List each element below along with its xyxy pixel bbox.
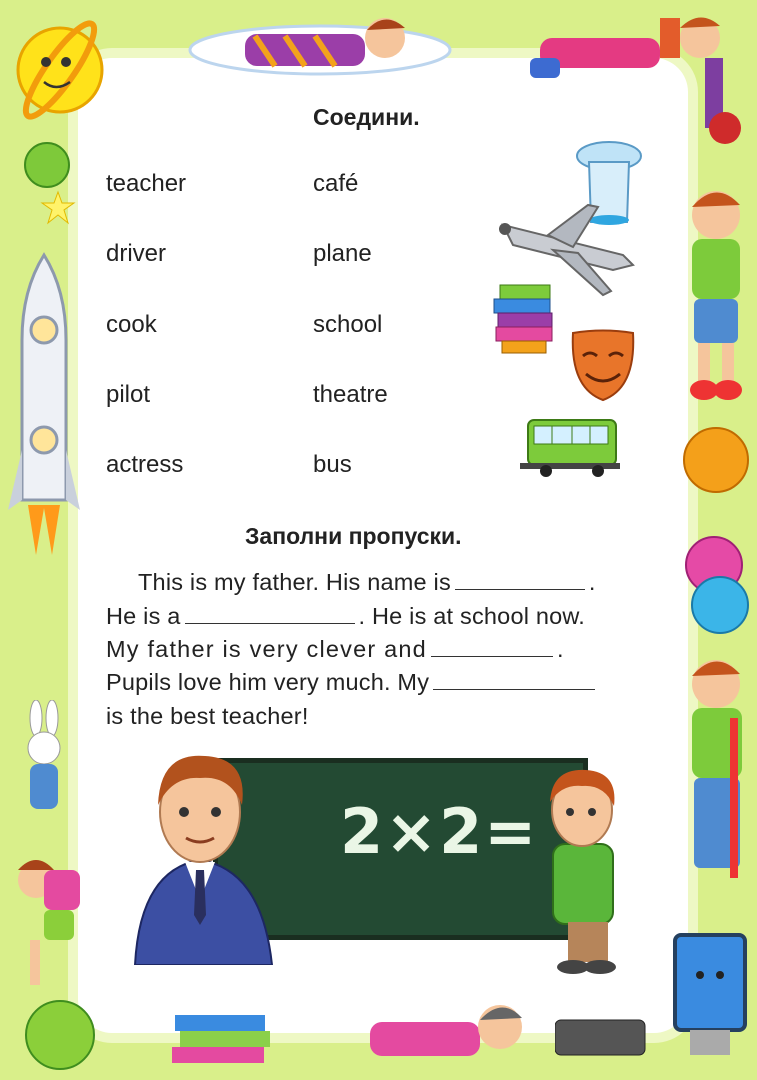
sentence-text: is the best teacher!	[106, 703, 309, 729]
sentence-text: . He is at school now.	[358, 603, 586, 629]
blank-line[interactable]	[185, 605, 355, 624]
lying-boy-icon	[185, 8, 455, 83]
sentence-line-2	[106, 603, 585, 630]
place-word: school	[313, 311, 383, 338]
place-word: bus	[313, 451, 352, 478]
section-title-fill-gaps: Заполни пропуски.	[245, 523, 462, 549]
profession-word: pilot	[106, 381, 151, 408]
sentence-line-5	[106, 703, 309, 730]
profession-word: cook	[106, 311, 157, 338]
bunny-icon	[14, 700, 74, 840]
bus-icon	[520, 415, 620, 480]
blank-line[interactable]	[431, 638, 553, 657]
kid-left-icon	[8, 840, 88, 990]
girl-icon	[520, 8, 750, 148]
sentence-text: .	[556, 636, 564, 662]
green-ball-icon	[22, 140, 72, 190]
sentence-line-3	[106, 636, 564, 663]
boy-climbing-icon	[676, 175, 756, 415]
sentence-text: My father is very clever and	[106, 636, 427, 662]
planet-icon	[8, 4, 113, 139]
star-icon	[40, 190, 76, 226]
sentence-text: .	[588, 569, 596, 595]
place-word: café	[313, 170, 359, 197]
sentence-line-4	[106, 669, 599, 696]
place-word: plane	[313, 240, 372, 267]
theatre-mask-icon	[568, 328, 638, 403]
sentence-text: He is a	[106, 603, 181, 629]
profession-word: teacher	[106, 170, 187, 197]
teacher-icon	[130, 750, 275, 965]
student-boy-icon	[528, 762, 638, 977]
boy-right-icon	[680, 648, 756, 888]
blank-line[interactable]	[455, 571, 585, 590]
rocket-icon	[8, 250, 80, 560]
bottom-books-icon	[170, 1005, 280, 1075]
blank-line[interactable]	[433, 671, 595, 690]
books-icon	[490, 280, 560, 355]
profession-word: driver	[106, 240, 167, 267]
section-title-connect: Соедини.	[313, 104, 420, 130]
chalkboard-text: 2×2=	[340, 795, 539, 868]
profession-word: actress	[106, 451, 184, 478]
yarn-balls-icon	[680, 425, 752, 635]
bottom-boy-icon	[330, 992, 550, 1077]
place-word: theatre	[313, 381, 388, 408]
sentence-text: This is my father. His name is	[138, 569, 451, 595]
bottom-yarn-icon	[22, 995, 102, 1075]
sentence-text: Pupils love him very much. My	[106, 669, 430, 695]
sentence-line-1	[138, 569, 596, 596]
